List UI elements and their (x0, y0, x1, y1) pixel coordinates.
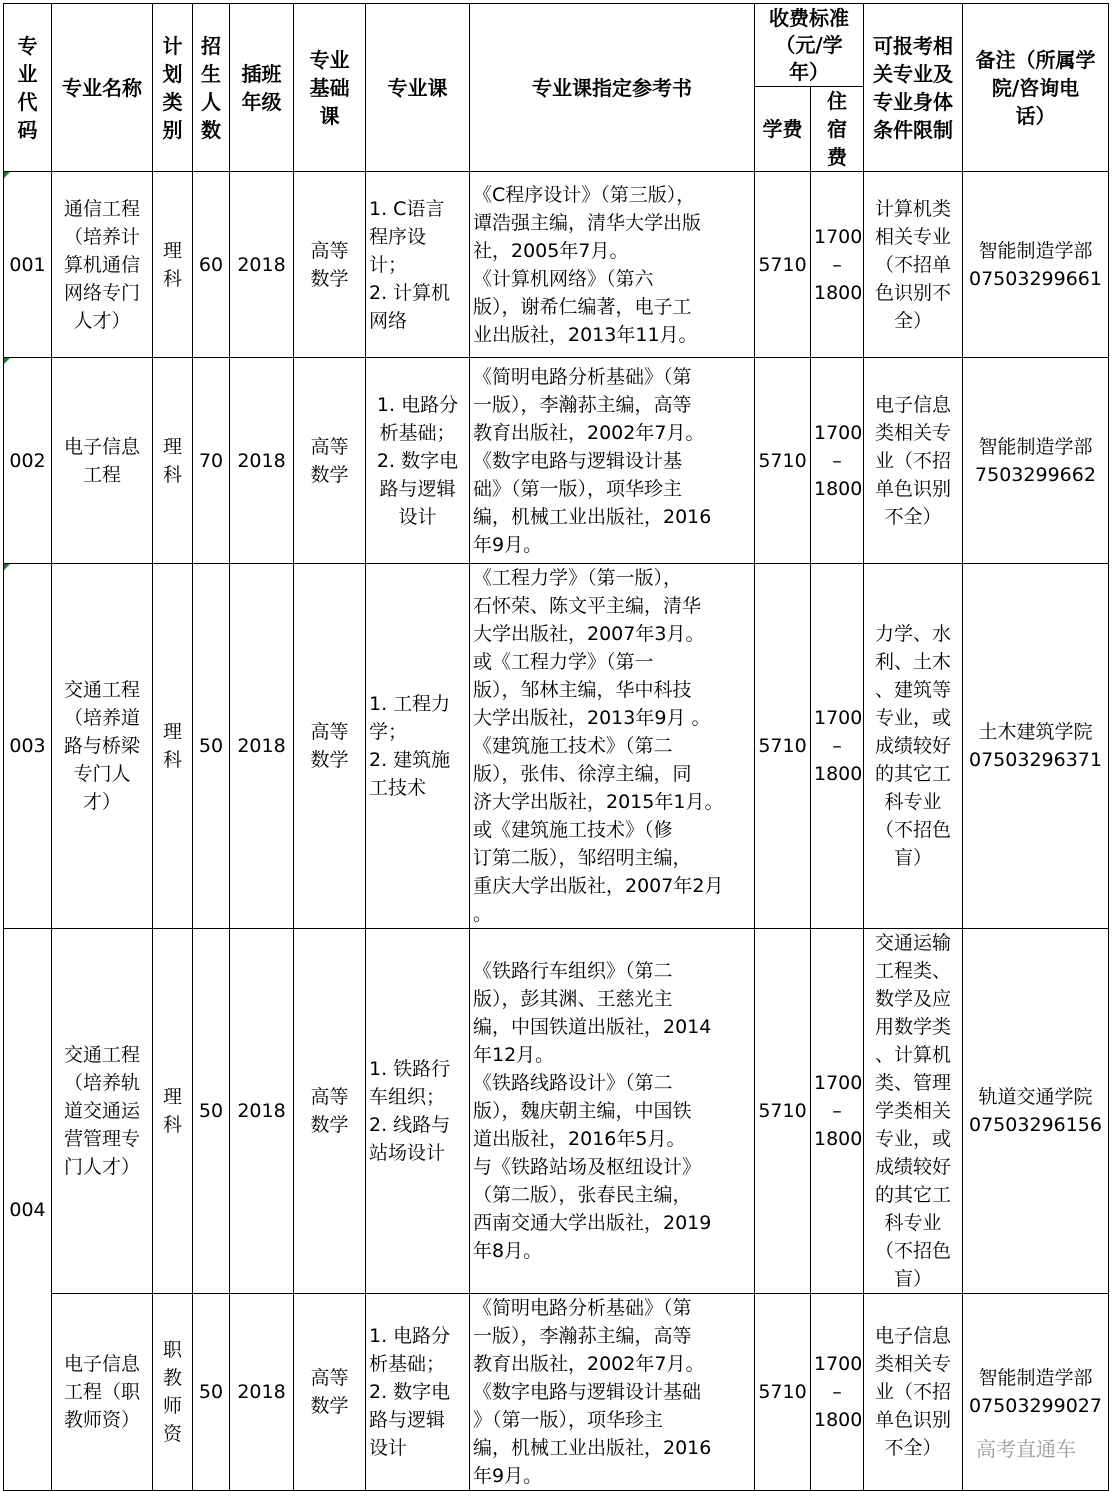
cell-remark: 智能制造学部 07503299661 (963, 172, 1109, 358)
cell-enroll: 60 (193, 172, 230, 358)
cell-books: 《工程力学》（第一版）， 石怀荣、陈文平主编，清华 大学出版社，2007年3月。 或《工程力学》（第一 版），邹林主编，华中科技 大学出版社，2013年9月 。 《建筑施工技术》（第二 版），张伟、徐淳主编，同 济大学出版社，2015年1月。 或《建筑施工技术》（修 订第二版），邹绍明主编， 重庆大学出版社，2007年2月 。 (470, 564, 755, 929)
cell-remark: 轨道交通学院 07503296156 (963, 929, 1109, 1294)
cell-major-course: 1. 电路分 析基础； 2. 数字电 路与逻辑 设计 (366, 358, 470, 564)
cell-code: 001 (4, 172, 52, 358)
header-dorm: 住 宿 费 (811, 87, 864, 172)
cell-plan-type: 职 教 师 资 (153, 1294, 193, 1491)
cell-restrict: 计算机类 相关专业 （不招单 色识别不 全） (864, 172, 963, 358)
header-restrict: 可报考相 关专业及 专业身体 条件限制 (864, 4, 963, 172)
table-row (4, 929, 1109, 1294)
cell-grade: 2018 (230, 172, 294, 358)
enrollment-table (3, 3, 1109, 1491)
cell-remark: 智能制造学部 7503299662 (963, 358, 1109, 564)
cell-major-course: 1. 电路分 析基础； 2. 数字电 路与逻辑 设计 (366, 1294, 470, 1491)
cell-name: 电子信息 工程 (52, 358, 153, 564)
header-enroll: 招 生 人 数 (193, 4, 230, 172)
cell-plan-type: 理 科 (153, 358, 193, 564)
cell-plan-type: 理 科 (153, 564, 193, 929)
header-plan-type: 计 划 类 别 (153, 4, 193, 172)
cell-dorm: 1700 – 1800 (811, 1294, 864, 1491)
cell-basic-course: 高等 数学 (294, 172, 366, 358)
cell-books: 《简明电路分析基础》（第 一版），李瀚荪主编，高等 教育出版社，2002年7月。 《数字电路与逻辑设计基础 》（第一版），项华珍主 编，机械工业出版社，2016 年9月。 (470, 1294, 755, 1491)
cell-remark: 土木建筑学院 07503296371 (963, 564, 1109, 929)
cell-books: 《C程序设计》（第三版）， 谭浩强主编，清华大学出版 社，2005年7月。 《计算机网络》（第六 版），谢希仁编著，电子工 业出版社，2013年11月。 (470, 172, 755, 358)
cell-tuition: 5710 (755, 1294, 811, 1491)
watermark: 高考直通车 (976, 1437, 1076, 1461)
header-remark: 备注（所属学 院/咨询电 话） (963, 4, 1109, 172)
cell-restrict: 力学、水 利、土木 、建筑等 专业，或 成绩较好 的其它工 科专业 （不招色 盲） (864, 564, 963, 929)
cell-enroll: 50 (193, 564, 230, 929)
cell-basic-course: 高等 数学 (294, 1294, 366, 1491)
cell-name: 交通工程 （培养轨 道交通运 营管理专 门人才） (52, 929, 153, 1294)
cell-name: 通信工程 （培养计 算机通信 网络专门 人才） (52, 172, 153, 358)
header-name: 专业名称 (52, 4, 153, 172)
header-books: 专业课指定参考书 (470, 4, 755, 172)
cell-restrict: 电子信息 类相关专 业（不招 单色识别 不全） (864, 358, 963, 564)
cell-restrict: 交通运输 工程类、 数学及应 用数学类 、计算机 类、管理 学类相关 专业，或 成绩较好 的其它工 科专业 （不招色 盲） (864, 929, 963, 1294)
header-basic-course: 专业 基础 课 (294, 4, 366, 172)
header-row (4, 4, 1109, 87)
cell-major-course: 1. 铁路行 车组织； 2. 线路与 站场设计 (366, 929, 470, 1294)
cell-dorm: 1700 – 1800 (811, 172, 864, 358)
cell-name: 交通工程 （培养道 路与桥梁 专门人 才） (52, 564, 153, 929)
cell-plan-type: 理 科 (153, 929, 193, 1294)
cell-enroll: 70 (193, 358, 230, 564)
cell-enroll: 50 (193, 1294, 230, 1491)
cell-name: 电子信息 工程（职 教师资） (52, 1294, 153, 1491)
header-major-course: 专业课 (366, 4, 470, 172)
table-row (4, 358, 1109, 564)
cell-books: 《简明电路分析基础》（第 一版），李瀚荪主编，高等 教育出版社，2002年7月。 《数字电路与逻辑设计基 础》（第一版），项华珍主 编，机械工业出版社，2016 年9月。 (470, 358, 755, 564)
cell-dorm: 1700 – 1800 (811, 564, 864, 929)
cell-grade: 2018 (230, 358, 294, 564)
header-grade: 插班 年级 (230, 4, 294, 172)
table-row (4, 1294, 1109, 1491)
cell-major-course: 1. 工程力 学； 2. 建筑施 工技术 (366, 564, 470, 929)
table-row (4, 172, 1109, 358)
cell-tuition: 5710 (755, 358, 811, 564)
cell-basic-course: 高等 数学 (294, 929, 366, 1294)
cell-grade: 2018 (230, 929, 294, 1294)
cell-code: 002 (4, 358, 52, 564)
cell-dorm: 1700 – 1800 (811, 929, 864, 1294)
cell-basic-course: 高等 数学 (294, 358, 366, 564)
cell-basic-course: 高等 数学 (294, 564, 366, 929)
cell-remark: 智能制造学部 07503299027 (963, 1294, 1109, 1491)
cell-code: 003 (4, 564, 52, 929)
cell-tuition: 5710 (755, 564, 811, 929)
header-fee: 收费标准 （元/学 年） (755, 4, 864, 87)
cell-grade: 2018 (230, 564, 294, 929)
cell-tuition: 5710 (755, 172, 811, 358)
cell-tuition: 5710 (755, 929, 811, 1294)
cell-enroll: 50 (193, 929, 230, 1294)
cell-major-course: 1. C语言 程序设 计； 2. 计算机 网络 (366, 172, 470, 358)
cell-restrict: 电子信息 类相关专 业（不招 单色识别 不全） (864, 1294, 963, 1491)
header-code: 专 业 代 码 (4, 4, 52, 172)
cell-plan-type: 理 科 (153, 172, 193, 358)
header-tuition: 学费 (755, 87, 811, 172)
cell-code: 004 (4, 929, 52, 1491)
cell-dorm: 1700 – 1800 (811, 358, 864, 564)
cell-books: 《铁路行车组织》（第二 版），彭其渊、王慈光主 编，中国铁道出版社，2014 年12月。 《铁路线路设计》（第二 版），魏庆朝主编，中国铁 道出版社，2016年5月。 与《铁路站场及枢纽设计》 （第二版），张春民主编， 西南交通大学出版社，2019 年8月。 (470, 929, 755, 1294)
cell-grade: 2018 (230, 1294, 294, 1491)
table-row (4, 564, 1109, 929)
